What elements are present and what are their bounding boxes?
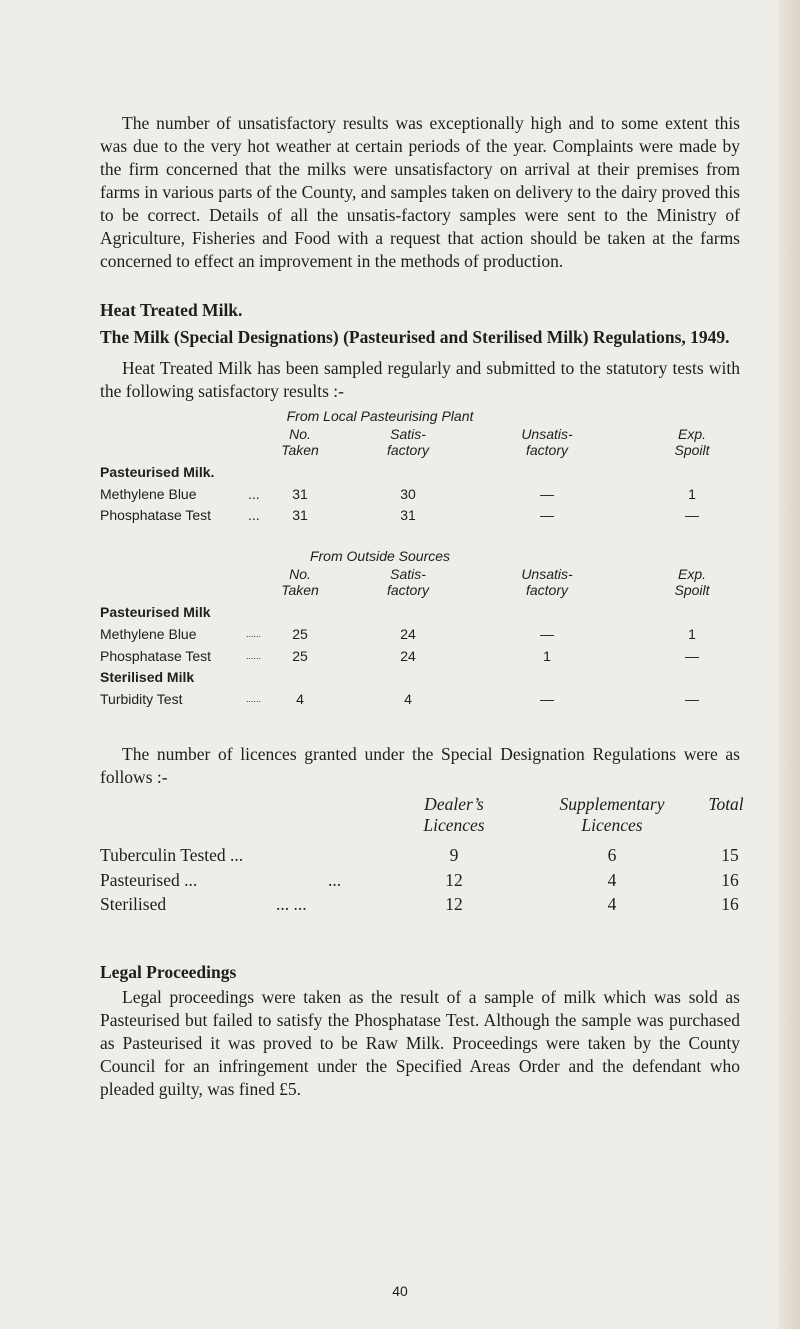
col-exp-1: Exp. (677, 426, 707, 442)
cell-taken: 31 (292, 507, 308, 523)
col-unsatisfactory-2: factory (525, 582, 569, 598)
row-label: Turbidity Test (100, 691, 183, 707)
cell-dealers: 9 (449, 845, 459, 865)
cell-spoilt: — (685, 691, 699, 707)
cell-dealers: 12 (445, 870, 463, 890)
section-label: Pasteurised Milk. (100, 464, 215, 480)
col-no: No. (289, 566, 311, 582)
row-dots: ...... (246, 651, 262, 661)
licences-table (100, 793, 744, 921)
row-dots: ... (328, 870, 342, 890)
licences-paragraph: The number of licences granted under the Special Designation Regulations were as follows :- (100, 744, 740, 787)
cell-supplementary: 4 (607, 870, 617, 890)
cell-satisfactory: 24 (400, 626, 416, 642)
col-supplementary-2: Licences (581, 815, 643, 835)
legal-paragraph: Legal proceedings were taken as the result of a sample of milk which was sold as Pasteurised but failed to satisfy the Phosphatase Test. Although the sample was purchased as Pasteurised it was proved to be Raw Milk. Proceedings were taken by the County Council for an infringement under the Specified Areas Order and the defendant who pleaded guilty, was fined £5. (100, 987, 740, 1099)
row-label: Tuberculin Tested ... (100, 845, 244, 865)
cell-total: 16 (721, 870, 739, 890)
col-taken: Taken (281, 442, 319, 458)
col-dealers-1: Dealer’s (424, 794, 484, 814)
document-body (100, 112, 744, 1101)
row-label: Pasteurised ... (100, 870, 198, 890)
row-label: Methylene Blue (100, 626, 197, 642)
row-dots: ...... (246, 629, 262, 639)
row-dots: ... (248, 486, 260, 502)
cell-unsatisfactory: — (540, 626, 554, 642)
cell-spoilt: — (685, 507, 699, 523)
cell-spoilt: — (685, 648, 699, 664)
cell-satisfactory: 31 (400, 507, 416, 523)
outside-table-caption: From Outside Sources (309, 548, 451, 564)
local-plant-table (100, 405, 740, 527)
cell-satisfactory: 24 (400, 648, 416, 664)
col-taken: Taken (281, 582, 319, 598)
row-label: Phosphatase Test (100, 507, 212, 523)
cell-total: 15 (721, 845, 739, 865)
row-dots: ... ... (276, 894, 307, 914)
section-label: Pasteurised Milk (100, 604, 211, 620)
cell-unsatisfactory: 1 (543, 648, 551, 664)
cell-unsatisfactory: — (540, 486, 554, 502)
cell-satisfactory: 4 (404, 691, 412, 707)
cell-taken: 31 (292, 486, 308, 502)
cell-taken: 25 (292, 648, 308, 664)
col-satisfactory-1: Satis- (390, 566, 426, 582)
cell-supplementary: 4 (607, 894, 617, 914)
col-unsatisfactory-1: Unsatis- (521, 566, 573, 582)
intro-paragraph: The number of unsatisfactory results was exceptionally high and to some extent this was due to the very hot weather at certain periods of the year. Complaints were made by the firm concerned that the milks were unsatisfactory on arrival at their premises from farms in various parts of the County, and samples taken on delivery to the dairy proved this to be correct. Details of all the unsatis-factory samples were sent to the Ministry of Agriculture, Fisheries and Food with a request that action should be taken at the farms concerned to effect an improvement in the methods of production. (100, 113, 740, 271)
page-edge-shadow (778, 0, 800, 1329)
cell-total: 16 (721, 894, 739, 914)
col-dealers-2: Licences (423, 815, 485, 835)
row-label: Phosphatase Test (100, 648, 212, 664)
cell-spoilt: 1 (688, 486, 696, 502)
heat-treated-heading: Heat Treated Milk. (100, 300, 243, 320)
col-no: No. (289, 426, 311, 442)
cell-spoilt: 1 (688, 626, 696, 642)
cell-dealers: 12 (445, 894, 463, 914)
col-total: Total (708, 794, 744, 814)
row-dots: ... (248, 507, 260, 523)
legal-heading: Legal Proceedings (100, 962, 237, 982)
outside-sources-table (100, 545, 740, 731)
col-exp-2: Spoilt (674, 442, 710, 458)
col-satisfactory-2: factory (386, 582, 430, 598)
col-unsatisfactory-2: factory (525, 442, 569, 458)
cell-taken: 4 (296, 691, 304, 707)
cell-taken: 25 (292, 626, 308, 642)
cell-satisfactory: 30 (400, 486, 416, 502)
col-exp-2: Spoilt (674, 582, 710, 598)
col-supplementary-1: Supplementary (559, 794, 665, 814)
regulation-title: The Milk (Special Designations) (Pasteurised and Sterilised Milk) Regulations, 1949. (100, 327, 730, 347)
col-satisfactory-1: Satis- (390, 426, 426, 442)
row-dots: ...... (246, 694, 262, 704)
col-unsatisfactory-1: Unsatis- (521, 426, 573, 442)
heat-treated-paragraph: Heat Treated Milk has been sampled regularly and submitted to the statutory tests with the following satisfactory results :- (100, 358, 740, 401)
col-exp-1: Exp. (677, 566, 707, 582)
page-number: 40 (392, 1283, 408, 1299)
cell-unsatisfactory: — (540, 507, 554, 523)
cell-supplementary: 6 (607, 845, 617, 865)
local-table-caption: From Local Pasteurising Plant (286, 408, 474, 424)
row-label: Methylene Blue (100, 486, 197, 502)
col-satisfactory-2: factory (386, 442, 430, 458)
cell-unsatisfactory: — (540, 691, 554, 707)
section-label: Sterilised Milk (100, 669, 195, 685)
row-label: Sterilised (100, 894, 167, 914)
